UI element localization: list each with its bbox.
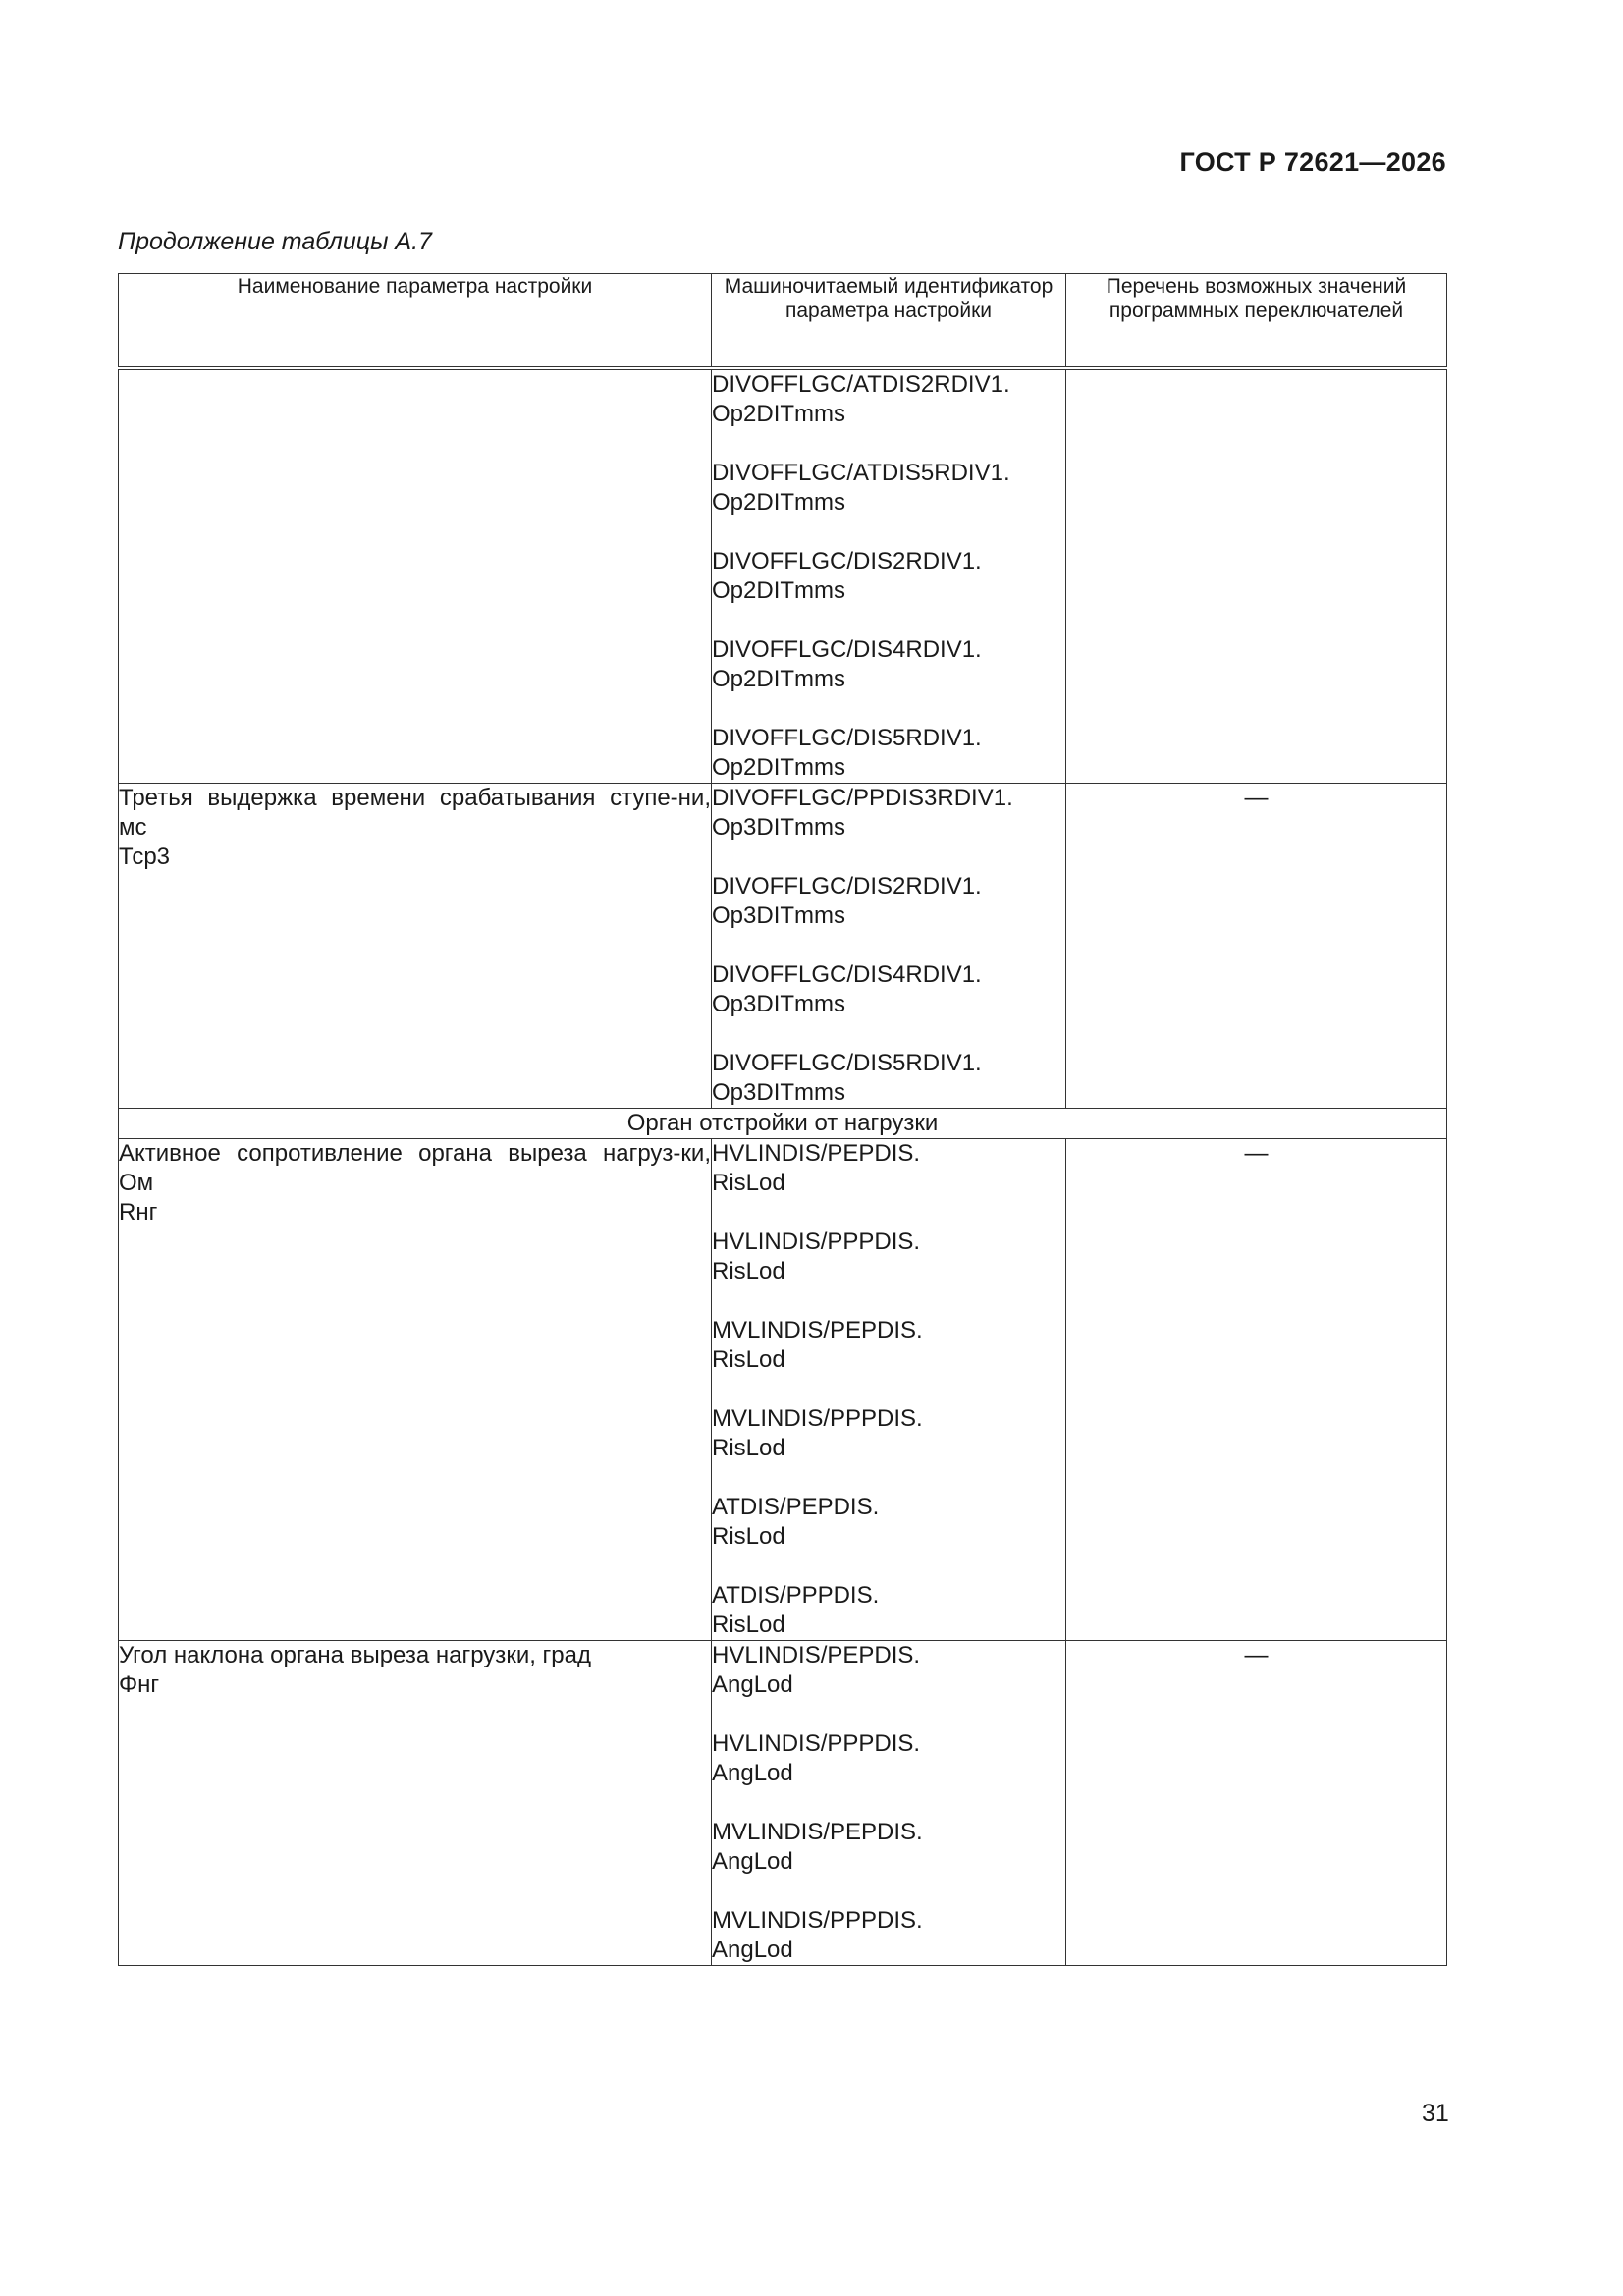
identifier-entry [712,1818,1065,1877]
identifier-cell [712,1641,1066,1966]
identifier-attribute: Op3DITmms [712,991,846,1017]
identifier-attribute: RisLod [712,1346,785,1373]
identifier-path: HVLINDIS/PEPDIS. [712,1140,921,1167]
identifier-attribute: RisLod [712,1612,785,1638]
switch-values-cell: — [1066,1139,1447,1641]
identifier-attribute: RisLod [712,1523,785,1550]
identifier-path: DIVOFFLGC/ATDIS5RDIV1. [712,460,1010,486]
identifier-entry [712,547,1065,606]
identifier-path: MVLINDIS/PEPDIS. [712,1317,923,1343]
identifier-path: DIVOFFLGC/DIS2RDIV1. [712,548,982,574]
identifier-entry [712,960,1065,1019]
switch-values-cell: — [1066,1641,1447,1966]
switch-values-cell [1066,368,1447,784]
identifier-path: MVLINDIS/PPPDIS. [712,1907,923,1934]
table-header-row [119,274,1447,369]
identifier-path: DIVOFFLGC/ATDIS2RDIV1. [712,371,1010,398]
identifier-path: HVLINDIS/PPPDIS. [712,1229,921,1255]
identifier-entry [712,872,1065,931]
parameter-name: Третья выдержка времени срабатывания ступе-ни, мс [119,785,711,841]
column-header-values: Перечень возможных значений программных переключателей [1066,274,1447,369]
parameter-name-cell [119,1641,712,1966]
identifier-path: DIVOFFLGC/DIS2RDIV1. [712,873,982,900]
column-header-identifier: Машиночитаемый идентификатор параметра настройки [712,274,1066,369]
identifier-path: MVLINDIS/PEPDIS. [712,1819,923,1845]
identifier-attribute: Op2DITmms [712,489,846,516]
identifier-path: DIVOFFLGC/PPDIS3RDIV1. [712,785,1013,811]
table-row [119,1641,1447,1966]
section-row [119,1109,1447,1139]
table-caption: Продолжение таблицы А.7 [118,228,432,255]
section-title: Орган отстройки от нагрузки [119,1109,1447,1139]
identifier-entry [712,370,1065,429]
switch-values-cell: — [1066,784,1447,1109]
document-title: ГОСТ Р 72621—2026 [1179,147,1446,177]
table-row [119,784,1447,1109]
identifier-cell [712,1139,1066,1641]
identifier-path: DIVOFFLGC/DIS5RDIV1. [712,725,982,751]
identifier-attribute: AngLod [712,1671,793,1698]
parameter-name-cell [119,1139,712,1641]
identifier-path: DIVOFFLGC/DIS4RDIV1. [712,636,982,663]
identifier-path: ATDIS/PPPDIS. [712,1582,880,1609]
identifier-entry [712,1641,1065,1700]
identifier-attribute: Op3DITmms [712,902,846,929]
identifier-cell [712,368,1066,784]
parameter-symbol: Тср3 [119,844,171,870]
identifier-path: DIVOFFLGC/DIS4RDIV1. [712,961,982,988]
parameter-name-cell [119,784,712,1109]
identifier-path: HVLINDIS/PEPDIS. [712,1642,921,1668]
identifier-entry [712,1049,1065,1108]
identifier-entry [712,1228,1065,1286]
identifier-entry [712,724,1065,783]
identifier-path: ATDIS/PEPDIS. [712,1494,880,1520]
identifier-attribute: Op3DITmms [712,814,846,841]
identifier-attribute: Op2DITmms [712,401,846,427]
identifier-entry [712,459,1065,518]
identifier-attribute: Op2DITmms [712,754,846,781]
identifier-attribute: AngLod [712,1937,793,1963]
identifier-attribute: AngLod [712,1760,793,1786]
parameter-name: Угол наклона органа выреза нагрузки, град [119,1642,592,1668]
identifier-entry [712,1581,1065,1640]
parameter-name: Активное сопротивление органа выреза нагруз-ки, Ом [119,1140,711,1196]
identifier-entry [712,1316,1065,1375]
table-row [119,1139,1447,1641]
identifier-entry [712,1906,1065,1965]
identifier-attribute: Op3DITmms [712,1079,846,1106]
identifier-entry [712,1729,1065,1788]
identifier-path: MVLINDIS/PPPDIS. [712,1405,923,1432]
identifier-entry [712,1139,1065,1198]
identifier-path: DIVOFFLGC/DIS5RDIV1. [712,1050,982,1076]
parameter-symbol: Φнг [119,1671,160,1698]
identifier-attribute: RisLod [712,1170,785,1196]
identifier-attribute: Op2DITmms [712,577,846,604]
parameter-table [118,273,1447,1966]
table-row [119,368,1447,784]
identifier-entry [712,784,1065,843]
parameter-symbol: Rнг [119,1199,158,1226]
page-number: 31 [1422,2100,1449,2127]
identifier-attribute: RisLod [712,1258,785,1285]
parameter-name-cell [119,368,712,784]
identifier-attribute: Op2DITmms [712,666,846,692]
column-header-name: Наименование параметра настройки [119,274,712,369]
identifier-attribute: AngLod [712,1848,793,1875]
identifier-cell [712,784,1066,1109]
identifier-attribute: RisLod [712,1435,785,1461]
identifier-entry [712,1493,1065,1552]
identifier-entry [712,635,1065,694]
identifier-path: HVLINDIS/PPPDIS. [712,1730,921,1757]
identifier-entry [712,1404,1065,1463]
